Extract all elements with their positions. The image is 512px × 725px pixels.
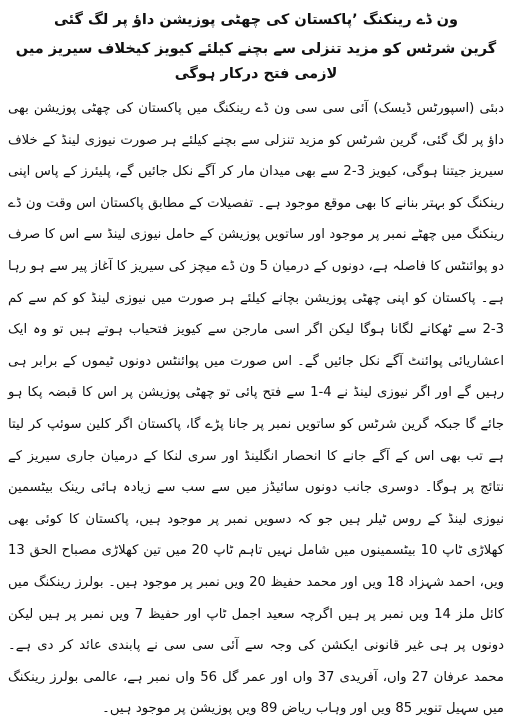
headline: ون ڈے رینکنگ ’پاکستان کی چھٹی پوزیشن داؤ پر لگ گئی <box>53 12 459 28</box>
subheadline: گرین شرٹس کو مزید تنزلی سے بچنے کیلئے کیویز کیخلاف سیریز میں لازمی فتح درکار ہوگی <box>15 41 497 82</box>
article-body: دبئی (اسپورٹس ڈیسک) آئی سی سی ون ڈے رینکنگ میں پاکستان کی چھٹی پوزیشن بھی داؤ پر لگ گئی، گرین شرٹس کو مزید تنزلی سے بچنے کیلئے ہر صورت نیوزی لینڈ کے خلاف سیریز جیتنا ہوگی، کیویز 3-2 سے بھی میدان مار کر آگے نکل جائیں گے، پلیئرز کے پاس اپنی رینکنگ کو بہتر بنانے کا بھی موقع موجود ہے۔ تفصیلات کے مطابق پاکستان اس وقت ون ڈے رینکنگ میں چھٹے نمبر پر موجود اور ساتویں پوزیشن کے حامل نیوزی لینڈ سے اس کا صرف دو پوائنٹس کا فاصلہ ہے، دونوں کے درمیان 5 ون ڈے میچز کی سیریز کا آغاز پیر سے ہو رہا ہے۔ پاکستان کو اپنی چھٹی پوزیشن بچانے کیلئے ہر صورت میں نیوزی لینڈ کو کم سے کم 3-2 سے ٹھکانے لگانا ہوگا لیکن اگر اسی مارجن سے کیویز فتحیاب ہوتے ہیں تو وہ ایک اعشاریائی پوائنٹ آگے نکل جائیں گے۔ اس صورت میں پوائنٹس دونوں ٹیموں کے برابر ہی رہیں گے اور اگر نیوزی لینڈ نے 4-1 سے فتح پائی تو چھٹی پوزیشن پر اس کا قبضہ پکا ہو جائے گا جبکہ گرین شرٹس کو ساتویں نمبر پر جانا پڑے گا، پاکستان اگر کلین سوئپ کر لیتا ہے تب بھی اس کے آگے جانے کا انحصار انگلینڈ اور سری لنکا کے درمیان جاری سیریز کے نتائج پر ہوگا۔ دوسری جانب دونوں سائیڈز میں سے سب سے زیادہ ہائی رینک بیٹسمین نیوزی لینڈ کے روس ٹیلر ہیں جو کہ دسویں نمبر پر موجود ہیں، پاکستان کا کوئی بھی کھلاڑی ٹاپ 10 بیٹسمینوں میں شامل نہیں تاہم ٹاپ 20 میں تین کھلاڑی مصباح الحق 13 ویں، احمد شہزاد 18 ویں اور محمد حفیظ 20 ویں نمبر پر موجود ہیں۔ بولرز رینکنگ میں کائل ملز 14 ویں نمبر پر ہیں اگرچہ سعید اجمل ٹاپ اور حفیظ 7 ویں نمبر پر ہیں لیکن دونوں پر ہی غیر قانونی ایکشن کی وجہ سے آئی سی سی نے پابندی عائد کر دی ہے۔ محمد عرفان 27 واں، آفریدی 37 واں اور عمر گل 56 واں نمبر ہے، عالمی بولرز رینکنگ میں سہیل تنویر 85 ویں اور وہاب ریاض 89 ویں پوزیشن پر موجود ہیں۔ <box>8 101 505 717</box>
